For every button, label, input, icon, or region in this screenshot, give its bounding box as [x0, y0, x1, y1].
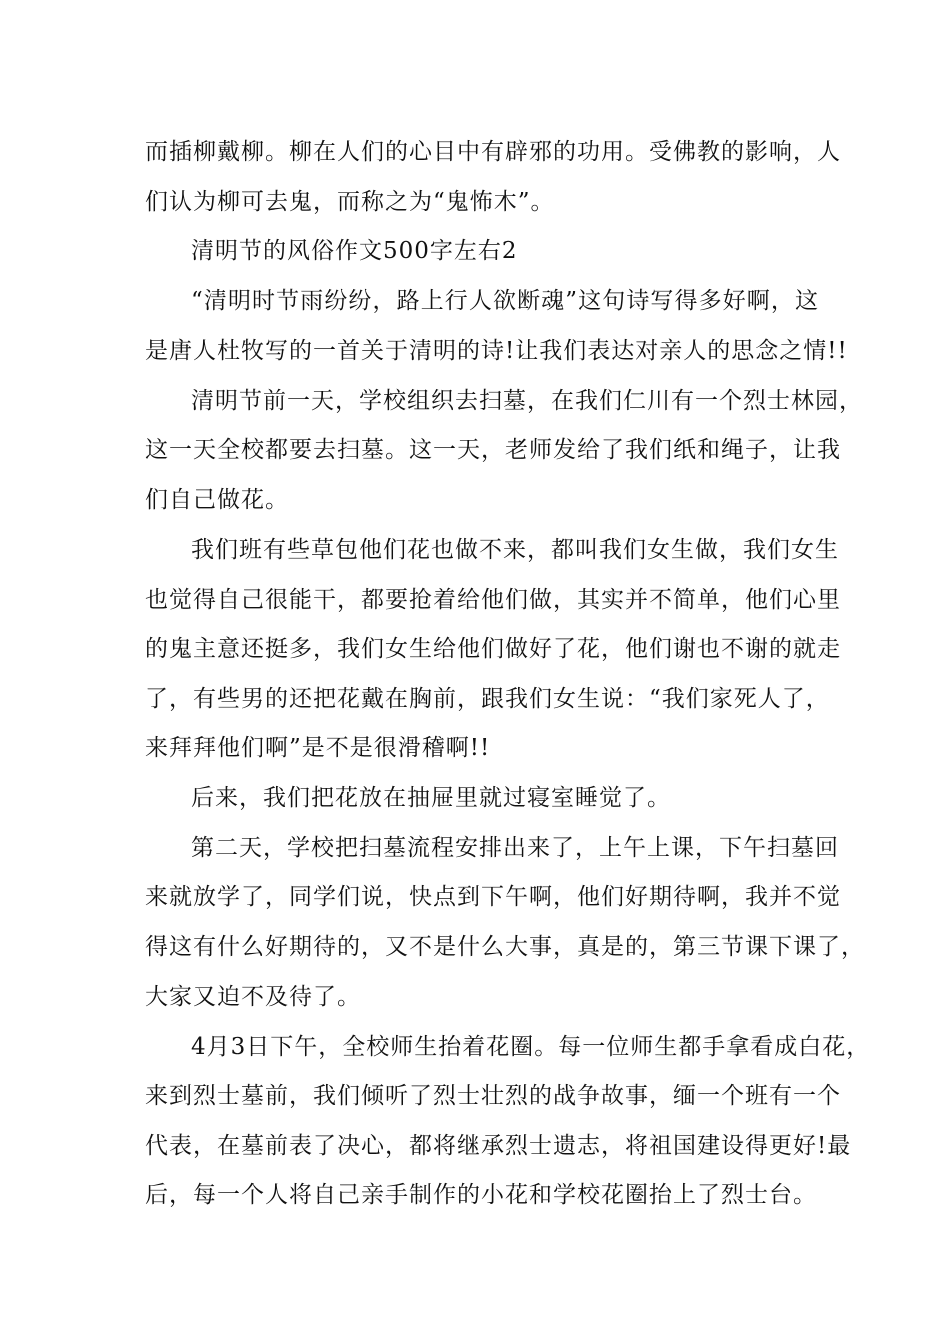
text-line: “清明时节雨纷纷，路上行人欲断魂”这句诗写得多好啊，这 [191, 288, 819, 314]
text-line: 大家又迫不及待了。 [145, 984, 361, 1010]
text-line: 来拜拜他们啊”是不是很滑稽啊!! [145, 735, 491, 761]
text-line: 而插柳戴柳。柳在人们的心目中有辟邪的功用。受佛教的影响，人 [145, 139, 841, 165]
section-heading: 清明节的风俗作文500字左右2 [191, 238, 518, 264]
text-line: 第二天，学校把扫墓流程安排出来了，上午上课，下午扫墓回 [191, 835, 839, 861]
text-line: 是唐人杜牧写的一首关于清明的诗!让我们表达对亲人的思念之情!! [145, 338, 848, 364]
text-line: 们自己做花。 [145, 487, 289, 513]
text-line: 得这有什么好期待的，又不是什么大事，真是的，第三节课下课了， [145, 934, 865, 960]
text-line: 了，有些男的还把花戴在胸前，跟我们女生说：“我们家死人了， [145, 686, 830, 712]
text-line: 我们班有些草包他们花也做不来，都叫我们女生做，我们女生 [191, 537, 839, 563]
text-line: 来就放学了，同学们说，快点到下午啊，他们好期待啊，我并不觉 [145, 884, 841, 910]
text-line: 来到烈士墓前，我们倾听了烈士壮烈的战争故事，缅一个班有一个 [145, 1083, 841, 1109]
text-line: 也觉得自己很能干，都要抢着给他们做，其实并不简单，他们心里 [145, 587, 841, 613]
text-line: 4月3日下午，全校师生抬着花圈。每一位师生都手拿看成白花， [191, 1034, 871, 1060]
text-line: 清明节前一天，学校组织去扫墓，在我们仁川有一个烈士林园， [191, 388, 863, 414]
text-line: 代表，在墓前表了决心，都将继承烈士遗志，将祖国建设得更好!最 [145, 1133, 852, 1159]
text-line: 的鬼主意还挺多，我们女生给他们做好了花，他们谢也不谢的就走 [145, 636, 841, 662]
text-line: 后来，我们把花放在抽屉里就过寝室睡觉了。 [191, 785, 671, 811]
text-line: 后，每一个人将自己亲手制作的小花和学校花圈抬上了烈士台。 [145, 1182, 817, 1208]
text-line: 这一天全校都要去扫墓。这一天，老师发给了我们纸和绳子，让我 [145, 437, 841, 463]
text-line: 们认为柳可去鬼，而称之为“鬼怖木”。 [145, 189, 555, 215]
